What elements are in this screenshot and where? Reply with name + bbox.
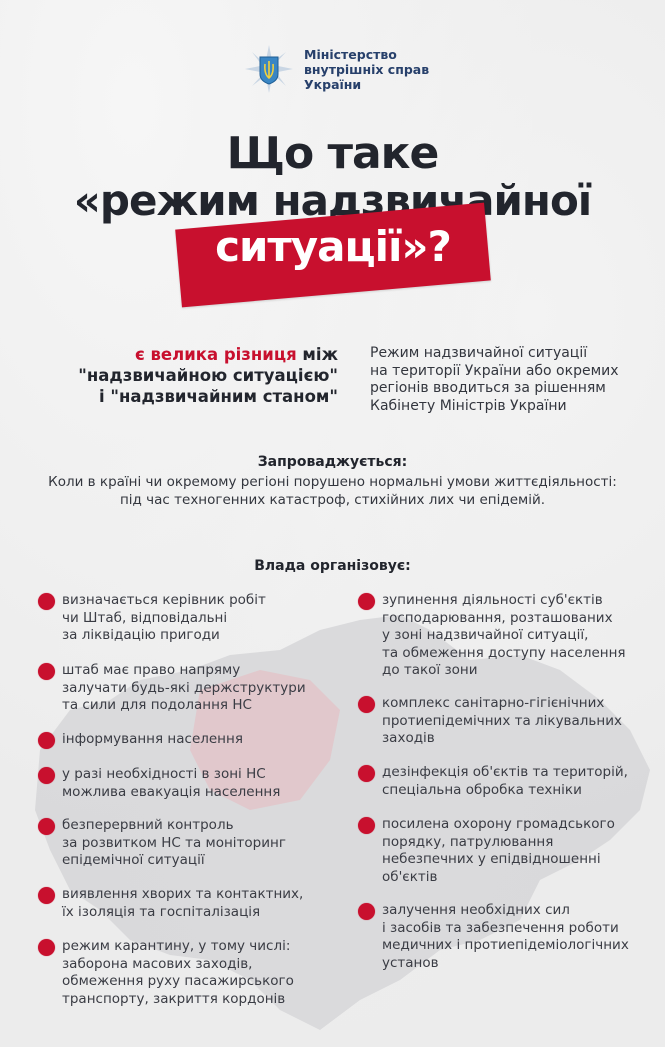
list-item-line: господарювання, розташованих: [382, 609, 613, 626]
title-line-3: ситуації»?: [215, 222, 451, 271]
list-item-line: епідемічної ситуації: [62, 852, 205, 868]
bullet-dot-icon: [38, 767, 55, 784]
title-line-2: «режим надзвичайної: [73, 176, 592, 225]
list-item-line: об'єктів: [382, 868, 438, 885]
list-item-line: залучати будь-які держструктури: [62, 679, 306, 696]
bullet-dot-icon: [358, 696, 375, 713]
list-item-line: виявлення хворих та контактних,: [62, 886, 304, 902]
list-item: [38, 662, 306, 715]
difference-highlight: є велика різниця: [134, 345, 297, 364]
list-item: [38, 886, 303, 921]
cabinet-note: [370, 345, 660, 415]
list-item-line: транспорту, закриття кордонів: [62, 990, 286, 1007]
difference-text: між: [296, 345, 338, 364]
list-item-line: посилена охорону громадського: [382, 816, 615, 832]
list-item-line: протиепідемічних та лікувальних: [382, 712, 622, 729]
list-item-line: визначається керівник робіт: [62, 592, 266, 608]
difference-statement: [40, 344, 338, 407]
introduced-line: під час техногенних катастроф, стихійних лих чи епідемій.: [119, 492, 546, 508]
list-item-line: режим карантину, у тому числі:: [62, 938, 291, 954]
mvs-star-emblem-icon: [244, 44, 294, 94]
list-item-line: безперервний контроль: [62, 817, 234, 833]
list-item-line: зупинення діяльності суб'єктів: [382, 592, 603, 608]
list-item-line: їх ізоляція та госпіталізація: [62, 903, 261, 920]
list-item-line: чи Штаб, відповідальні: [62, 609, 228, 626]
list-item-line: та обмеження доступу населення: [382, 644, 626, 661]
difference-text: і "надзвичайним станом": [99, 387, 338, 406]
ministry-name-line: внутрішніх справ: [304, 61, 430, 77]
bullet-dot-icon: [38, 663, 55, 680]
bullet-dot-icon: [38, 887, 55, 904]
ministry-name-line: Міністерство: [304, 46, 397, 62]
list-item: [38, 817, 286, 870]
list-item-line: до такої зони: [382, 662, 478, 678]
list-item: [38, 592, 266, 645]
list-item-line: порядку, патрулювання: [382, 833, 554, 850]
list-item-line: медичних і протиепідеміологічних: [382, 937, 629, 953]
list-item-line: дезінфекція об'єктів та територій,: [382, 764, 628, 780]
list-item-line: заборона масових заходів,: [62, 955, 253, 972]
cabinet-note-line: Режим надзвичайної ситуації: [370, 345, 588, 361]
introduced-line: Коли в країні чи окремому регіоні порушено нормальні умови життєдіяльності:: [48, 474, 617, 490]
bullet-dot-icon: [38, 939, 55, 956]
list-item: [38, 938, 294, 1008]
bullet-dot-icon: [358, 903, 375, 920]
list-item-line: обмеження руху пасажирського: [62, 973, 294, 989]
cabinet-note-line: регіонів вводиться за рішенням: [370, 380, 606, 396]
list-item-line: штаб має право напряму: [62, 662, 241, 678]
bullet-dot-icon: [38, 818, 55, 835]
authorities-heading: Влада організовує:: [254, 558, 411, 574]
list-item-line: за ліквідацію пригоди: [62, 627, 220, 643]
bullet-dot-icon: [358, 765, 375, 782]
list-item-line: заходів: [382, 730, 435, 746]
list-item: [38, 731, 243, 749]
list-item: [358, 764, 628, 799]
list-item-line: установ: [382, 954, 439, 971]
list-item-line: можлива евакуація населення: [62, 783, 281, 800]
list-item-line: у разі необхідності в зоні НС: [62, 766, 266, 782]
list-item-line: інформування населення: [62, 731, 243, 747]
bullet-dot-icon: [38, 593, 55, 610]
list-item-line: небезпечних у епідвідношенні: [382, 851, 601, 867]
list-item-line: залучення необхідних сил: [382, 902, 570, 918]
cabinet-note-line: Кабінету Міністрів України: [370, 397, 567, 414]
difference-text: "надзвичайною ситуацією": [78, 366, 338, 385]
list-item: [358, 592, 626, 680]
list-item-line: за розвитком НС та моніторинг: [62, 834, 286, 851]
list-item: [358, 695, 622, 748]
ministry-name: [304, 47, 429, 92]
introduced-text: [10, 473, 655, 509]
bullet-dot-icon: [358, 817, 375, 834]
ministry-name-line: України: [304, 76, 362, 92]
list-item-line: і засобів та забезпечення роботи: [382, 919, 619, 936]
list-item-line: комплекс санітарно-гігієнічних: [382, 695, 605, 711]
cabinet-note-line: на території України або окремих: [370, 362, 619, 379]
bullet-dot-icon: [358, 593, 375, 610]
ministry-logo: [244, 44, 429, 94]
title-line-1: Що таке: [226, 128, 439, 179]
list-item: [358, 816, 615, 886]
list-item: [38, 766, 280, 801]
introduced-heading: Запроваджується:: [257, 454, 408, 470]
list-item-line: у зоні надзвичайної ситуації,: [382, 627, 589, 643]
list-item-line: спеціальна обробка техніки: [382, 781, 582, 798]
bullet-dot-icon: [38, 732, 55, 749]
list-item: [358, 902, 629, 972]
list-item-line: та сили для подолання НС: [62, 697, 252, 713]
